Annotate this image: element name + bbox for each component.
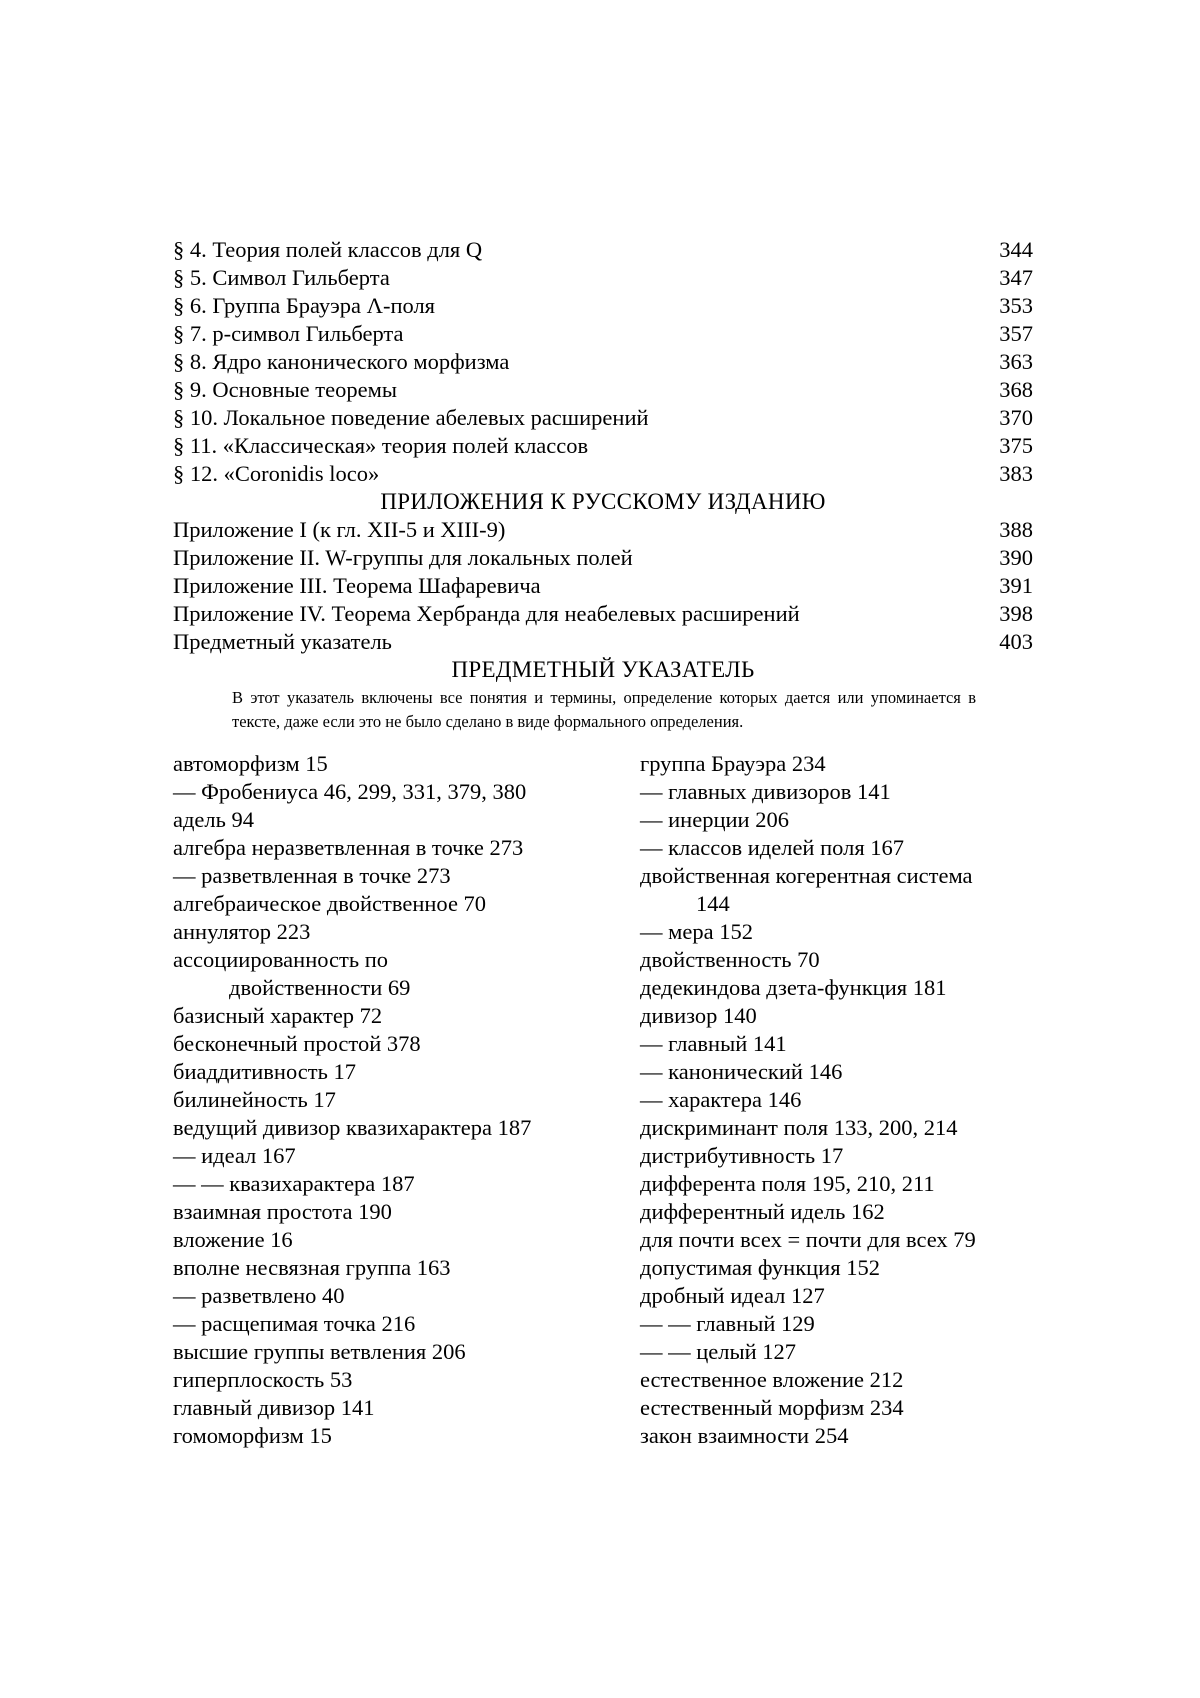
- index-entry: — расщепимая точка 216: [173, 1310, 633, 1338]
- index-entry: естественный морфизм 234: [640, 1394, 1060, 1422]
- index-entry: высшие группы ветвления 206: [173, 1338, 633, 1366]
- appendix-title: Приложение III. Теорема Шафаревича: [173, 572, 541, 600]
- appendix-row: [173, 572, 1033, 600]
- index-entry: гомоморфизм 15: [173, 1422, 633, 1450]
- toc-title: § 4. Теория полей классов для Q: [173, 236, 482, 264]
- index-entry: допустимая функция 152: [640, 1254, 1060, 1282]
- toc-row: [173, 460, 1033, 488]
- appendix-heading: ПРИЛОЖЕНИЯ К РУССКОМУ ИЗДАНИЮ: [173, 488, 1033, 516]
- index-entry: адель 94: [173, 806, 633, 834]
- appendix-row: [173, 544, 1033, 572]
- toc-title: § 9. Основные теоремы: [173, 376, 397, 404]
- index-entry: взаимная простота 190: [173, 1198, 633, 1226]
- toc-page: 353: [999, 292, 1033, 320]
- index-entry: дистрибутивность 17: [640, 1142, 1060, 1170]
- appendix-row: [173, 628, 1033, 656]
- index-entry: — Фробениуса 46, 299, 331, 379, 380: [173, 778, 633, 806]
- appendix-title: Предметный указатель: [173, 628, 392, 656]
- toc-page: 368: [999, 376, 1033, 404]
- index-entry: ассоциированность по: [173, 946, 633, 974]
- index-entry: — — квазихарактера 187: [173, 1170, 633, 1198]
- index-entry: билинейность 17: [173, 1086, 633, 1114]
- toc-page: 383: [999, 460, 1033, 488]
- index-entry: дифферентный идель 162: [640, 1198, 1060, 1226]
- toc-row: [173, 404, 1033, 432]
- index-entry: — разветвлено 40: [173, 1282, 633, 1310]
- toc-page: 370: [999, 404, 1033, 432]
- toc-title: § 6. Группа Брауэра Λ-поля: [173, 292, 435, 320]
- index-entry: естественное вложение 212: [640, 1366, 1060, 1394]
- toc-row: [173, 292, 1033, 320]
- index-entry: алгебраическое двойственное 70: [173, 890, 633, 918]
- toc-row: [173, 320, 1033, 348]
- index-intro: В этот указатель включены все понятия и термины, определение которых дается или упоминается в тексте, даже если это не было сделано в виде формального определения.: [232, 686, 976, 734]
- toc-page: 357: [999, 320, 1033, 348]
- index-entry: вложение 16: [173, 1226, 633, 1254]
- index-entry: — главных дивизоров 141: [640, 778, 1060, 806]
- toc-row: [173, 432, 1033, 460]
- index-entry: — инерции 206: [640, 806, 1060, 834]
- toc-title: § 7. p-символ Гильберта: [173, 320, 404, 348]
- index-entry: — идеал 167: [173, 1142, 633, 1170]
- index-entry: закон взаимности 254: [640, 1422, 1060, 1450]
- toc-page: 344: [999, 236, 1033, 264]
- appendix-page: 398: [999, 600, 1033, 628]
- appendix-title: Приложение II. W-группы для локальных полей: [173, 544, 633, 572]
- appendix-title: Приложение I (к гл. XII-5 и XIII-9): [173, 516, 505, 544]
- appendix-page: 388: [999, 516, 1033, 544]
- index-entry: — разветвленная в точке 273: [173, 862, 633, 890]
- index-entry-continuation: двойственности 69: [173, 974, 633, 1002]
- appendix-row: [173, 516, 1033, 544]
- index-entry: — мера 152: [640, 918, 1060, 946]
- appendix-page: 391: [999, 572, 1033, 600]
- index-entry: дифферента поля 195, 210, 211: [640, 1170, 1060, 1198]
- index-entry: ведущий дивизор квазихарактера 187: [173, 1114, 633, 1142]
- index-entry: вполне несвязная группа 163: [173, 1254, 633, 1282]
- toc-row: [173, 376, 1033, 404]
- index-entry: — — целый 127: [640, 1338, 1060, 1366]
- index-entry: аннулятор 223: [173, 918, 633, 946]
- index-entry: — классов иделей поля 167: [640, 834, 1060, 862]
- index-entry: двойственная когерентная система: [640, 862, 1060, 890]
- index-entry: группа Брауэра 234: [640, 750, 1060, 778]
- appendix-title: Приложение IV. Теорема Хербранда для неабелевых расширений: [173, 600, 800, 628]
- toc-row: [173, 264, 1033, 292]
- toc-page: 347: [999, 264, 1033, 292]
- index-entry: дивизор 140: [640, 1002, 1060, 1030]
- toc-title: § 11. «Классическая» теория полей классов: [173, 432, 588, 460]
- toc-title: § 12. «Coronidis loco»: [173, 460, 379, 488]
- index-entry: — — главный 129: [640, 1310, 1060, 1338]
- index-entry: автоморфизм 15: [173, 750, 633, 778]
- index-entry: для почти всех = почти для всех 79: [640, 1226, 1060, 1254]
- appendix-page: 390: [999, 544, 1033, 572]
- index-entry: главный дивизор 141: [173, 1394, 633, 1422]
- toc-row: [173, 348, 1033, 376]
- index-entry-continuation: 144: [640, 890, 1060, 918]
- index-heading: ПРЕДМЕТНЫЙ УКАЗАТЕЛЬ: [173, 656, 1033, 684]
- index-entry: дедекиндова дзета-функция 181: [640, 974, 1060, 1002]
- index-entry: — характера 146: [640, 1086, 1060, 1114]
- index-column-left: [173, 750, 633, 1450]
- index-column-right: [640, 750, 1060, 1450]
- table-of-contents: [173, 236, 1033, 684]
- index-entry: бесконечный простой 378: [173, 1030, 633, 1058]
- index-entry: дискриминант поля 133, 200, 214: [640, 1114, 1060, 1142]
- appendix-row: [173, 600, 1033, 628]
- index-entry: — канонический 146: [640, 1058, 1060, 1086]
- toc-page: 363: [999, 348, 1033, 376]
- toc-title: § 8. Ядро канонического морфизма: [173, 348, 509, 376]
- index-entry: дробный идеал 127: [640, 1282, 1060, 1310]
- index-entry: гиперплоскость 53: [173, 1366, 633, 1394]
- toc-row: [173, 236, 1033, 264]
- index-entry: базисный характер 72: [173, 1002, 633, 1030]
- toc-title: § 10. Локальное поведение абелевых расширений: [173, 404, 649, 432]
- toc-title: § 5. Символ Гильберта: [173, 264, 390, 292]
- appendix-page: 403: [999, 628, 1033, 656]
- index-entry: алгебра неразветвленная в точке 273: [173, 834, 633, 862]
- index-entry: двойственность 70: [640, 946, 1060, 974]
- toc-page: 375: [999, 432, 1033, 460]
- index-entry: — главный 141: [640, 1030, 1060, 1058]
- index-entry: биаддитивность 17: [173, 1058, 633, 1086]
